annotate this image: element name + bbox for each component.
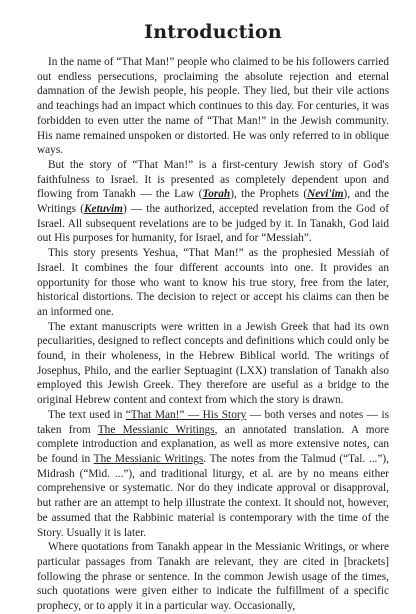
paragraph-5-text-c: , an annotated translation. A more complete introduction and explanation, as well as more extensive notes, can be found in [37,423,389,465]
body-text [37,55,389,614]
paragraph-4: The extant manuscripts were written in a Jewish Greek that had its own peculiarities, designed to reflect concepts and definitions which could only be found, in their wholeness, in the Hebrew Biblical world. The writings of Josephus, Philo, and the earlier Septuagint (LXX) translation of Tanakh also employed this Jewish Greek. They therefore are useful as a bridge to the original Hebrew content and context from which the story is drawn. [37,320,389,407]
term-neviim: Nevi'im [307,188,344,201]
paragraph-5-text-a: The text used in [48,408,126,421]
paragraph-2-text-b: ), the Prophets ( [230,188,308,201]
paragraph-5 [37,408,389,540]
book-title-his-story: “That Man!” — His Story [125,408,247,421]
book-title-messianic-writings-2: The Messianic Writings [93,452,204,465]
paragraph-3: This story presents Yeshua, “That Man!” as the prophesied Messiah of Israel. It combines the four different accounts into one. It provides an opportunity for those who want to know his true story, free from the later, historical distortions. The decision to reject or accept his claims can then be an informed one. [37,247,389,318]
term-ketuvim: Ketuvim [84,203,123,216]
paragraph-2-text-d: ) — the authorized, accepted revelation from the God of Israel. All subsequent revelations are to be judged by it. In Tanakh, God laid out His purposes for humanity, for Israel, and for “Messiah”. [37,203,390,245]
paragraph-5-text-b: — both verses and notes — is taken from [37,408,390,436]
paragraph-5-text-d: . The notes from the Talmud (“Tal. ...”), Midrash (“Mid. ...”), and traditional liturgy, et al. are by no means either comprehensive or systematic. Nor do they indicate approval or disapproval, but rather are an attempt to help illustrate the context. It should not, however, be assumed that the Rabbinic material is contemporary with the time of the Story. Usually it is later. [37,452,389,539]
paragraph-1: In the name of “That Man!” people who claimed to be his followers carried out endless persecutions, proclaiming the absolute rejection and eternal damnation of the Jewish people, his people. They lied, but their vile actions and teachings had an impact which continues to this day. For centuries, it was forbidden to even utter the name of “That Man!” in the Jewish community. His name remained unspoken or distorted. He was only referred to in oblique ways. [37,56,389,157]
page-title: Introduction [144,21,282,43]
paragraph-6: Where quotations from Tanakh appear in the Messianic Writings, or where particular passages from Tanakh are relevant, they are cited in [brackets] following the phrase or sentence. In the common Jewish usage of the times, such quotations were given either to indicate the fulfillment of a specific prophecy, or to apply it in a particular way. Occasionally, [37,541,389,613]
paragraph-2-text-c: ), and the Writings ( [37,188,389,216]
paragraph-2-text-a: But the story of “That Man!” is a first-century Jewish story of God's faithfulness to Israel. It is presented as completely dependent upon and flowing from Tanakh — the Law ( [37,158,389,201]
term-torah: Torah [202,188,231,201]
book-title-messianic-writings: The Messianic Writings [97,423,215,436]
paragraph-2 [37,158,389,246]
